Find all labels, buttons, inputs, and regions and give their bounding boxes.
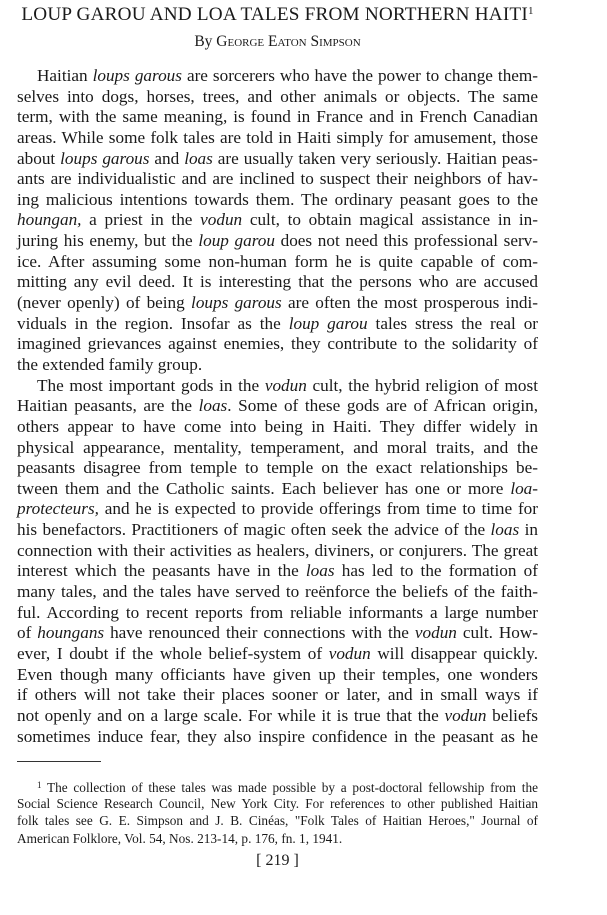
text-run: of <box>17 623 38 643</box>
italic-term: loa- <box>510 478 538 498</box>
text-run: beliefs <box>486 705 538 725</box>
text-run: his benefactors. Practitioners of magic often seek the advice of the <box>17 520 491 540</box>
text-line <box>17 190 538 211</box>
text-run: if others will not take their places sooner or later, and in small ways if <box>17 685 538 705</box>
text-run: tween them and the Catholic saints. Each believer has one or more <box>17 478 511 498</box>
page-number: [ 219 ] <box>256 852 299 869</box>
text-run: interest which the peasants have in the <box>17 561 306 581</box>
italic-term: loup garou <box>198 231 275 251</box>
text-line <box>17 149 538 170</box>
italic-term: vodun <box>200 210 243 230</box>
italic-term: houngan, <box>17 210 82 230</box>
footnote <box>17 777 538 847</box>
text-line <box>17 561 538 582</box>
footnote-line <box>17 777 538 795</box>
byline-prefix: By <box>194 33 217 50</box>
text-line <box>17 438 538 459</box>
text-line <box>17 706 538 727</box>
text-line <box>17 128 538 149</box>
italic-term: loup garou <box>288 313 368 333</box>
text-run: about <box>17 148 61 168</box>
text-line <box>17 231 538 252</box>
text-run: have renounced their connections with the <box>104 623 415 643</box>
italic-term: vodun <box>414 623 457 643</box>
text-run: physical appearance, mentality, temperament, and moral traits, and the <box>17 437 538 457</box>
text-line <box>17 458 538 479</box>
text-run: The most important gods in the <box>37 375 265 395</box>
text-line <box>17 376 538 397</box>
text-line <box>17 396 538 417</box>
text-run: cult, to obtain magical assistance in in- <box>242 210 538 230</box>
text-run: a priest in the <box>81 210 201 230</box>
text-line <box>17 87 538 108</box>
text-run: are usually taken very seriously. Haitian peas- <box>212 148 538 168</box>
article-title <box>17 4 538 26</box>
italic-term: loas <box>305 561 335 581</box>
text-run: areas. While some folk tales are told in Haiti simply for amusement, those <box>17 127 538 147</box>
footnote-divider <box>17 761 101 762</box>
text-run: and <box>149 148 185 168</box>
text-line <box>17 644 538 665</box>
text-run: not openly and on a large scale. For while it is true that the <box>17 705 445 725</box>
text-run: ing malicious intentions towards them. The ordinary peasant goes to the <box>17 189 538 209</box>
author-name: George Eaton Simpson <box>216 33 361 50</box>
text-line <box>17 479 538 500</box>
text-run: sometimes induce fear, they also inspire confidence in the peasant as he <box>17 726 538 746</box>
article-byline <box>17 33 538 51</box>
text-line <box>17 727 538 748</box>
text-run: viduals in the region. Insofar as the <box>17 313 289 333</box>
text-run: selves into dogs, horses, trees, and other animals or objects. The same <box>17 86 538 106</box>
text-run: has led to the formation of <box>334 561 538 581</box>
text-line <box>17 541 538 562</box>
text-run: juring his enemy, but the <box>17 231 199 251</box>
title-footnote-mark[interactable]: 1 <box>527 5 534 17</box>
footnote-line <box>17 812 538 830</box>
italic-term: loas <box>198 396 228 416</box>
text-line <box>17 66 538 87</box>
article-title-text: LOUP GAROU AND LOA TALES FROM NORTHERN HAITI <box>21 4 528 25</box>
italic-term: vodun <box>444 705 487 725</box>
text-run: . Some of these gods are of African origin, <box>227 396 538 416</box>
italic-term: loas <box>490 520 520 540</box>
text-run: tales stress the real or <box>367 313 539 333</box>
text-run: will disappear quickly. <box>370 643 539 663</box>
text-run: cult, the hybrid religion of most <box>306 375 538 395</box>
text-run: ever, I doubt if the whole belief-system of <box>17 643 329 663</box>
text-line <box>17 252 538 273</box>
text-line <box>17 623 538 644</box>
text-run: are sorcerers who have the power to change them- <box>181 66 539 85</box>
footnote-mark: 1 <box>37 780 42 790</box>
text-run: ful. According to recent reports from reliable informants a large number <box>17 602 538 622</box>
text-line <box>17 293 538 314</box>
text-run: (never openly) of being <box>17 293 192 313</box>
text-run: Haitian <box>37 66 93 85</box>
text-run: term, with the same meaning, is found in France and in French Canadian <box>17 107 538 127</box>
text-run: connection with their activities as healers, diviners, or conjurers. The great <box>17 540 538 560</box>
italic-term: houngans <box>37 623 105 643</box>
text-run: many tales, and the tales have served to reënforce the beliefs of the faith- <box>17 582 538 602</box>
text-run: mitting any evil deed. It is interesting that the persons who are accused <box>17 272 538 292</box>
text-line <box>17 520 538 541</box>
italic-term: loas <box>184 148 213 168</box>
footnote-text: folk tales see G. E. Simpson and J. B. Cinéas, "Folk Tales of Haitian Heroes," Journal of <box>17 813 538 829</box>
italic-term: vodun <box>328 643 371 663</box>
text-run: Haitian peasants, are the <box>17 396 199 416</box>
text-run: in <box>519 520 538 540</box>
footnote-text: Social Science Research Council, New York City. For references to other published Haitian <box>17 795 538 811</box>
italic-term: loups garous <box>60 148 150 168</box>
text-run: ants are individualistic and are inclined to suspect their neighbors of hav- <box>17 169 538 189</box>
footnote-line <box>17 830 538 848</box>
article-body <box>17 66 538 747</box>
italic-term: protecteurs, <box>17 499 99 519</box>
text-line <box>17 334 538 355</box>
text-line <box>17 665 538 686</box>
text-run: others appear to have come into being in Haiti. They differ widely in <box>17 416 538 436</box>
text-run: cult. How- <box>456 623 538 643</box>
text-run: ice. After assuming some non-human form he is quite capable of com- <box>17 251 538 271</box>
text-run: the extended family group. <box>17 354 203 374</box>
italic-term: vodun <box>264 375 307 395</box>
footnote-text: The collection of these tales was made possible by a post-doctoral fellowship from the <box>47 780 538 795</box>
text-line <box>17 314 538 335</box>
text-line <box>17 582 538 603</box>
text-line <box>17 107 538 128</box>
text-line <box>17 272 538 293</box>
text-run: are often the most prosperous indi- <box>281 293 539 313</box>
text-run: peasants disagree from temple to temple on the exact relationships be- <box>17 458 538 478</box>
text-line <box>17 210 538 231</box>
text-run: and he is expected to provide offerings from time to time for <box>98 499 538 519</box>
footnote-text: American Folklore, Vol. 54, Nos. 213-14, p. 176, fn. 1, 1941. <box>17 830 343 846</box>
italic-term: loups garous <box>92 66 182 85</box>
text-line <box>17 603 538 624</box>
text-line <box>17 685 538 706</box>
text-run: imagined grievances against enemies, they contribute to the solidarity of <box>17 334 538 354</box>
text-line <box>17 417 538 438</box>
italic-term: loups garous <box>191 293 282 313</box>
footnote-line <box>17 795 538 813</box>
text-line <box>17 169 538 190</box>
text-run: does not need this professional serv- <box>274 231 538 251</box>
text-line <box>17 355 538 376</box>
text-line <box>17 499 538 520</box>
text-run: Even though many officiants have given up their temples, one wonders <box>17 664 538 684</box>
